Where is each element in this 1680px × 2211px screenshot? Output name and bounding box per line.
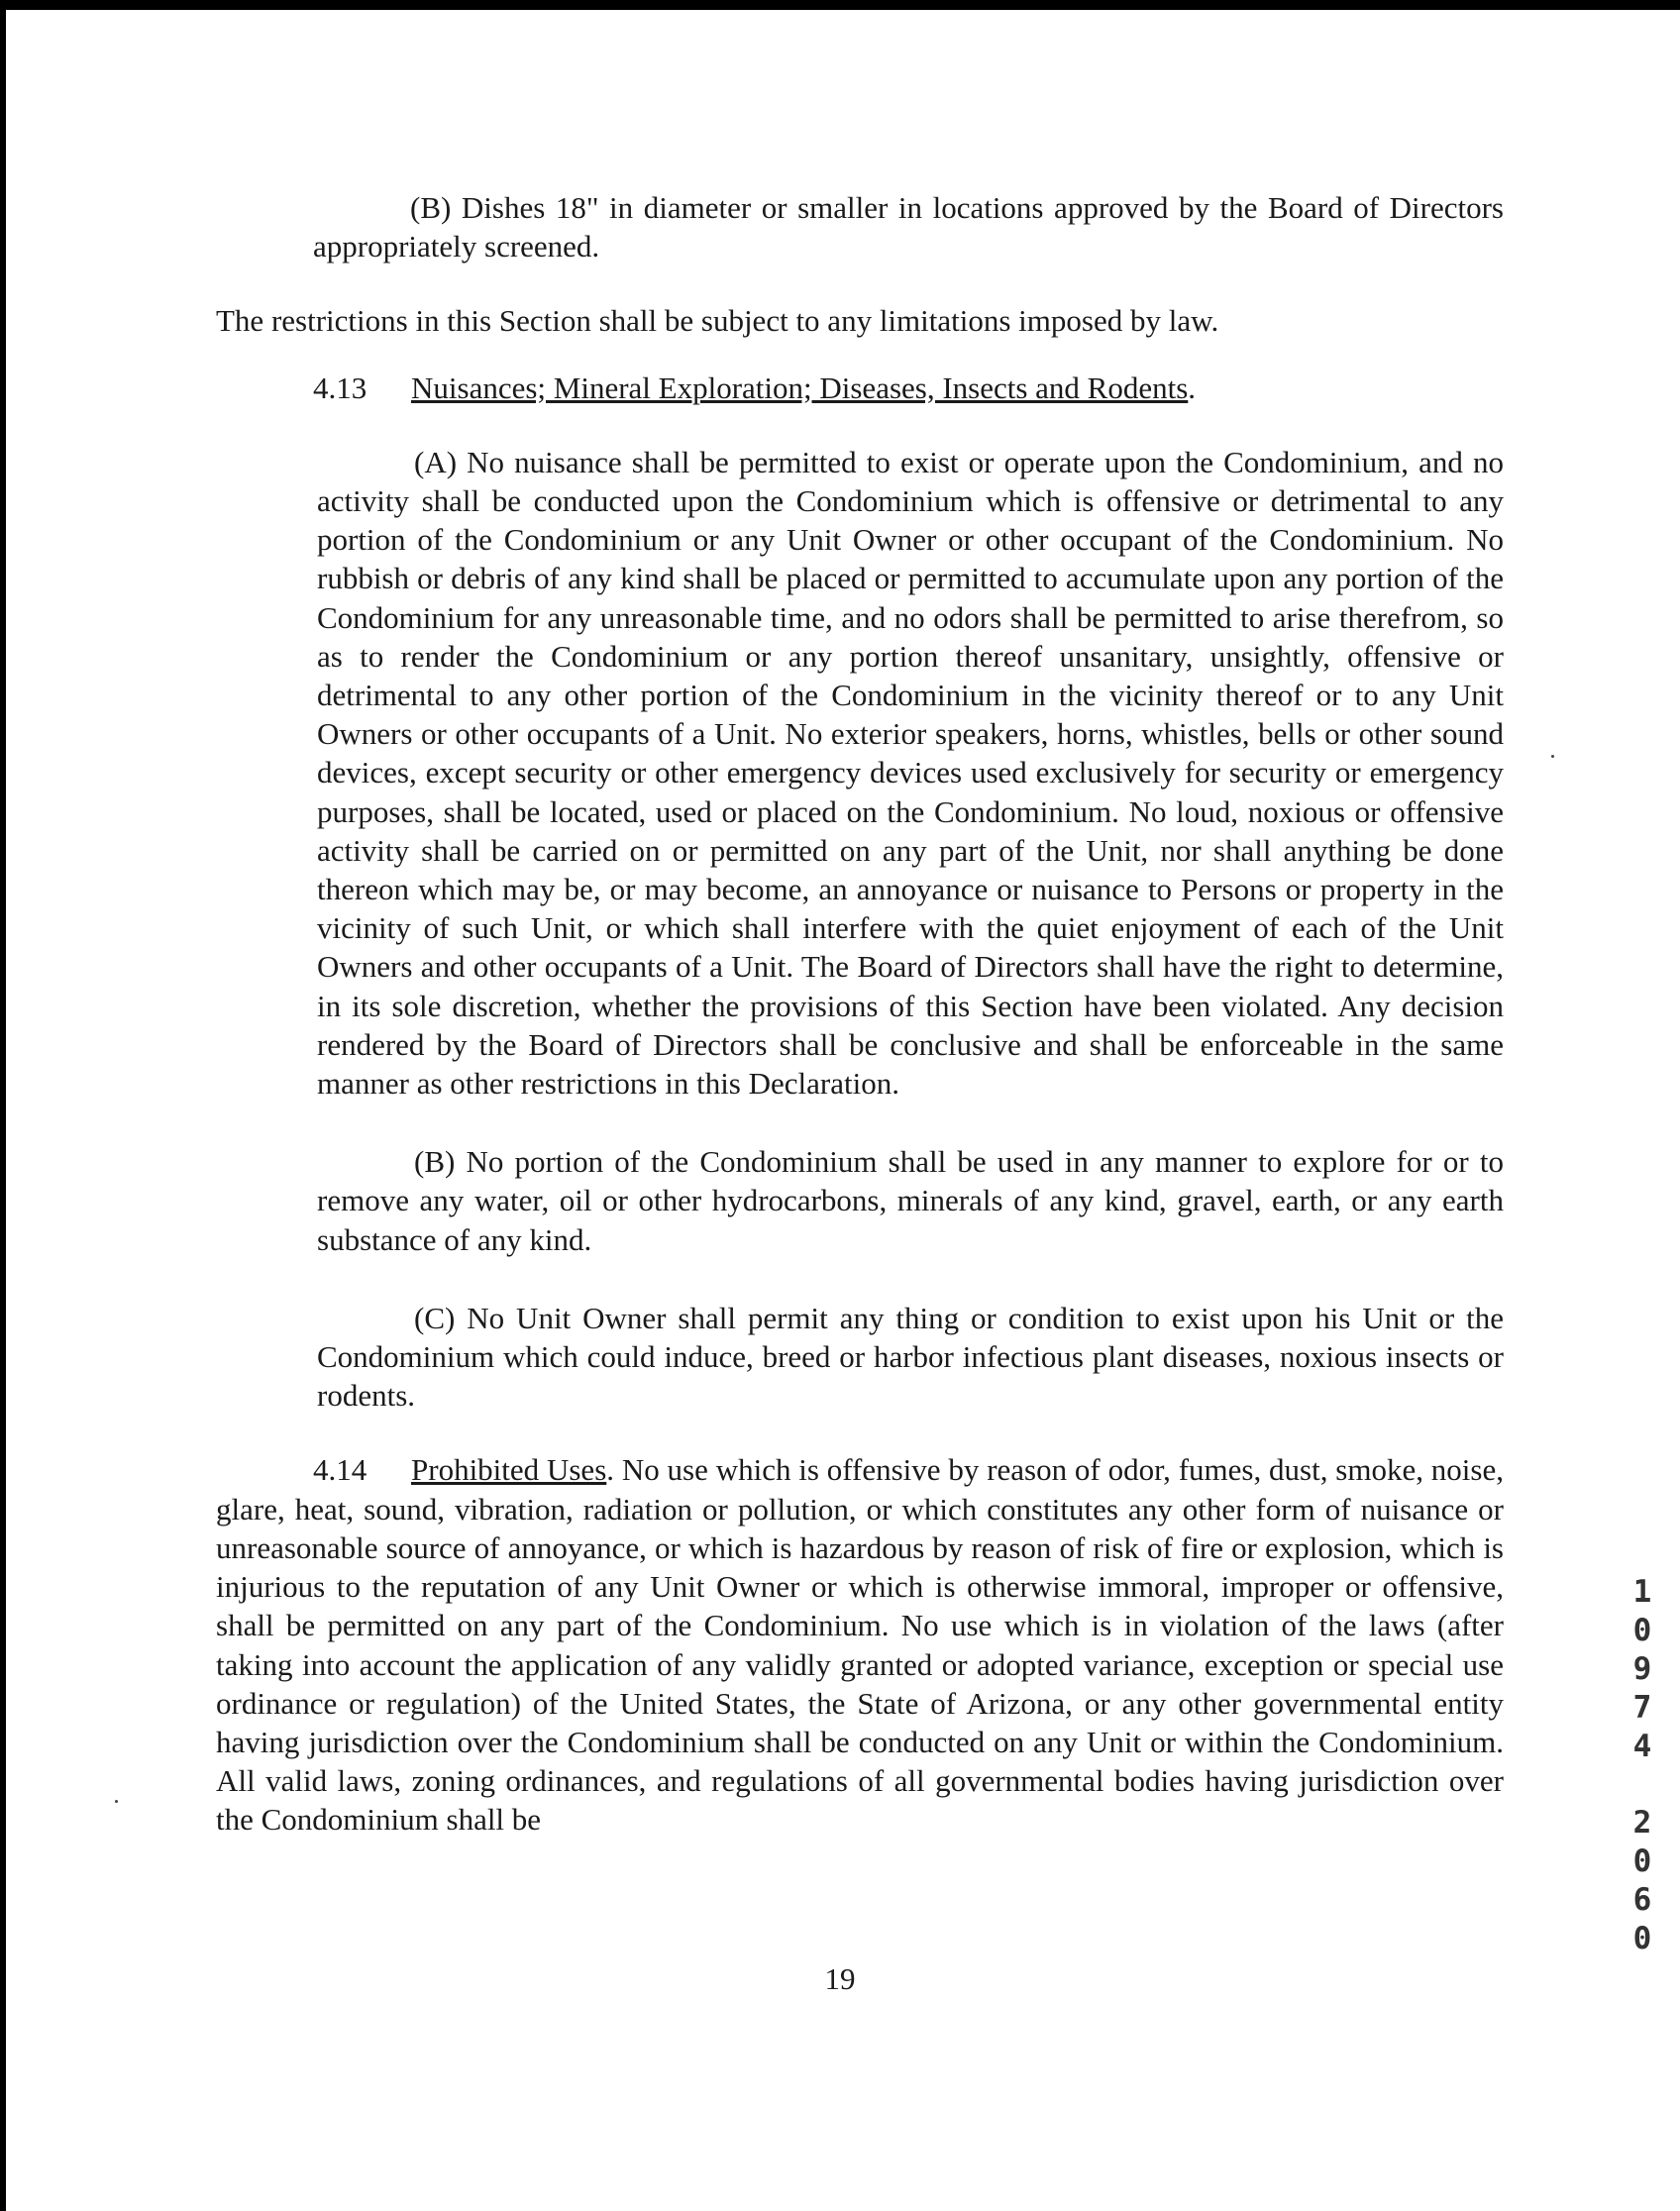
section-4-14-number: 4.14 <box>313 1452 368 1488</box>
section-4-13-sub-c: (C) No Unit Owner shall permit any thing or condition to exist upon his Unit or the Condominium which could induce, breed or harbor infectious plant diseases, noxious insects or rodents. <box>317 1300 1504 1414</box>
scan-speck <box>115 1800 118 1803</box>
section-4-14-body: . No use which is offensive by reason of odor, fumes, dust, smoke, noise, glare, heat, sound, vibration, radiation or pollution, or which constitutes any other form of nuisance or unreasonable source of annoyance, or which is hazardous by reason of risk of fire or explosion, which is injurious to the reputation of any Unit Owner or which is otherwise immoral, improper or offensive, shall be permitted on any part of the Condominium. No use which is in violation of the laws (after taking into account the application of any validly granted or adopted variance, exception or special use ordinance or regulation) of the United States, the State of Arizona, or any other governmental entity having jurisdiction over the Condominium shall be conducted on any Unit or within the Condominium. All valid laws, zoning ordinances, and regulations of all governmental bodies having jurisdiction over the Condominium shall be <box>216 1452 1504 1838</box>
section-4-14 <box>216 1450 1504 1839</box>
recording-number-gap <box>1625 1766 1660 1804</box>
restrictions-note: The restrictions in this Section shall be subject to any limitations imposed by law. <box>216 303 1219 339</box>
recording-digit: 0 <box>1632 1613 1652 1648</box>
section-4-14-title: Prohibited Uses <box>411 1452 607 1488</box>
section-4-13-title: Nuisances; Mineral Exploration; Diseases, Insects and Rodents <box>411 369 1189 405</box>
recording-digit: 4 <box>1632 1729 1652 1764</box>
scan-border-left <box>0 0 6 2211</box>
scan-speck <box>1551 755 1554 758</box>
recording-number-part1 <box>1625 1573 1660 1766</box>
section-4-13-number: 4.13 <box>313 369 368 405</box>
section-4-13-sub-b: (B) No portion of the Condominium shall be used in any manner to explore for or to remove any water, oil or other hydrocarbons, minerals of any kind, gravel, earth, or any earth substance of any kind. <box>317 1144 1504 1257</box>
scan-border-top <box>0 0 1680 10</box>
recording-digit: 0 <box>1632 1843 1652 1879</box>
recording-digit: 9 <box>1632 1651 1652 1687</box>
recording-digit: 2 <box>1632 1805 1652 1841</box>
recording-digit: 0 <box>1632 1921 1652 1956</box>
recording-digit: 6 <box>1632 1882 1652 1918</box>
recording-digit: 7 <box>1632 1690 1652 1726</box>
section-4-13-heading <box>216 368 1504 407</box>
recording-digit: 1 <box>1632 1574 1652 1610</box>
document-page <box>216 188 1504 1840</box>
section-4-13-sub-a: (A) No nuisance shall be permitted to exist or operate upon the Condominium, and no activity shall be conducted upon the Condominium which is offensive or detrimental to any portion of the Condominium or any Unit Owner or other occupant of the Condominium. No rubbish or debris of any kind shall be placed or permitted to accumulate upon any portion of the Condominium for any unreasonable time, and no odors shall be permitted to arise therefrom, so as to render the Condominium or any portion thereof unsanitary, unsightly, offensive or detrimental to any other portion of the Condominium in the vicinity thereof or to any Unit Owners or other occupants of a Unit. No exterior speakers, horns, whistles, bells or other sound devices, except security or other emergency devices used exclusively for security or emergency purposes, shall be located, used or placed on the Condominium. No loud, noxious or offensive activity shall be carried on or permitted on any part of the Unit, nor shall anything be done thereon which may be, or may become, an annoyance or nuisance to Persons or property in the vicinity of such Unit, or which shall interfere with the quiet enjoyment of each of the Unit Owners and other occupants of a Unit. The Board of Directors shall have the right to determine, in its sole discretion, whether the provisions of this Section have been violated. Any decision rendered by the Board of Directors shall be conclusive and shall be enforceable in the same manner as other restrictions in this Declaration. <box>317 444 1504 1102</box>
recording-number <box>1625 1573 1660 1958</box>
paragraph-dishes: (B) Dishes 18" in diameter or smaller in locations approved by the Board of Directors appropriately screened. <box>313 190 1504 264</box>
section-4-13-title-end: . <box>1188 369 1197 405</box>
recording-number-part2 <box>1625 1804 1660 1958</box>
page-number: 19 <box>824 1961 856 1996</box>
